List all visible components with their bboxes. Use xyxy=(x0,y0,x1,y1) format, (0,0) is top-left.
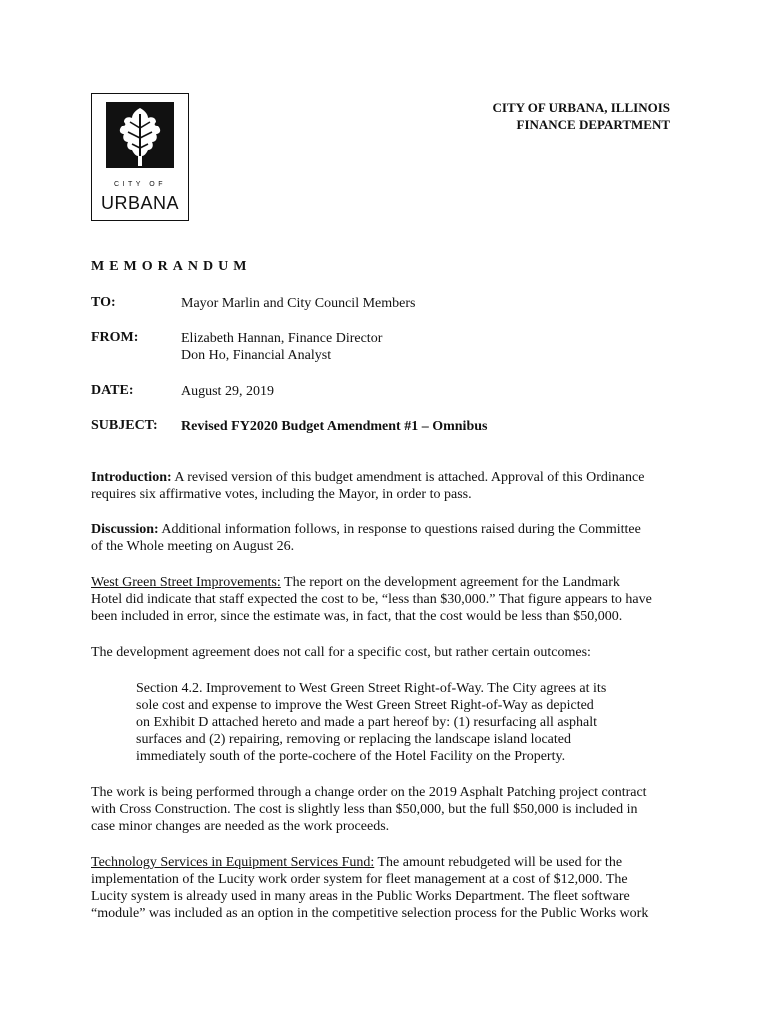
paragraph-text: been included in error, since the estimate was, in fact, that the cost would be less than $50,000. xyxy=(91,609,623,624)
from-label: FROM: xyxy=(91,330,139,345)
section-quote xyxy=(136,680,636,765)
quote-line: sole cost and expense to improve the West Green Street Right-of-Way as depicted xyxy=(136,698,594,713)
west-green-paragraph xyxy=(91,574,681,625)
discussion-heading: Discussion: xyxy=(91,522,159,537)
department-line-1: CITY OF URBANA, ILLINOIS xyxy=(492,100,670,115)
subject-label: SUBJECT: xyxy=(91,418,158,433)
paragraph-text: The report on the development agreement for the Landmark xyxy=(280,575,620,590)
from-value xyxy=(181,330,382,364)
city-logo xyxy=(91,93,189,221)
paragraph-text: The work is being performed through a change order on the 2019 Asphalt Patching project contract xyxy=(91,785,647,800)
agreement-paragraph xyxy=(91,644,681,661)
discussion-paragraph xyxy=(91,521,681,555)
paragraph-text: implementation of the Lucity work order system for fleet management at a cost of $12,000. The xyxy=(91,872,628,887)
paragraph-text: requires six affirmative votes, including the Mayor, in order to pass. xyxy=(91,487,472,502)
to-label: TO: xyxy=(91,295,116,310)
technology-heading: Technology Services in Equipment Services Fund: xyxy=(91,855,375,870)
oak-leaf-icon xyxy=(92,94,188,184)
memo-title: MEMORANDUM xyxy=(91,259,252,274)
from-value-line: Elizabeth Hannan, Finance Director xyxy=(181,331,383,346)
to-value: Mayor Marlin and City Council Members xyxy=(181,296,416,311)
from-value-line: Don Ho, Financial Analyst xyxy=(181,348,332,363)
paragraph-text: “module” was included as an option in the competitive selection process for the Public Works work xyxy=(91,906,649,921)
technology-paragraph xyxy=(91,854,681,922)
quote-line: on Exhibit D attached hereto and made a part hereof by: (1) resurfacing all asphalt xyxy=(136,715,598,730)
west-green-heading: West Green Street Improvements: xyxy=(91,575,281,590)
quote-line: Section 4.2. Improvement to West Green Street Right-of-Way. The City agrees at its xyxy=(136,681,607,696)
department-line-2: FINANCE DEPARTMENT xyxy=(516,117,670,132)
department-header xyxy=(493,99,670,133)
introduction-paragraph xyxy=(91,469,681,503)
quote-line: surfaces and (2) repairing, removing or replacing the landscape island located xyxy=(136,732,571,747)
work-paragraph xyxy=(91,784,681,835)
paragraph-text: Additional information follows, in response to questions raised during the Committee xyxy=(158,522,641,537)
paragraph-text: The amount rebudgeted will be used for the xyxy=(374,855,623,870)
paragraph-text: Hotel did indicate that staff expected the cost to be, “less than $30,000.” That figure appears to have xyxy=(91,592,652,607)
logo-city-of-text: CITY OF xyxy=(114,181,166,188)
paragraph-text: of the Whole meeting on August 26. xyxy=(91,539,295,554)
logo-urbana-text: URBANA xyxy=(100,193,179,213)
paragraph-text: The development agreement does not call for a specific cost, but rather certain outcomes: xyxy=(91,645,591,660)
quote-line: immediately south of the porte-cochere of the Hotel Facility on the Property. xyxy=(136,749,566,764)
paragraph-text: Lucity system is already used in many areas in the Public Works Department. The fleet software xyxy=(91,889,630,904)
date-label: DATE: xyxy=(91,383,134,398)
introduction-heading: Introduction: xyxy=(91,470,172,485)
paragraph-text: with Cross Construction. The cost is slightly less than $50,000, but the full $50,000 is included in xyxy=(91,802,638,817)
paragraph-text: A revised version of this budget amendment is attached. Approval of this Ordinance xyxy=(171,470,645,485)
paragraph-text: case minor changes are needed as the work proceeds. xyxy=(91,819,390,834)
date-value: August 29, 2019 xyxy=(181,384,274,399)
subject-value: Revised FY2020 Budget Amendment #1 – Omnibus xyxy=(181,419,488,434)
